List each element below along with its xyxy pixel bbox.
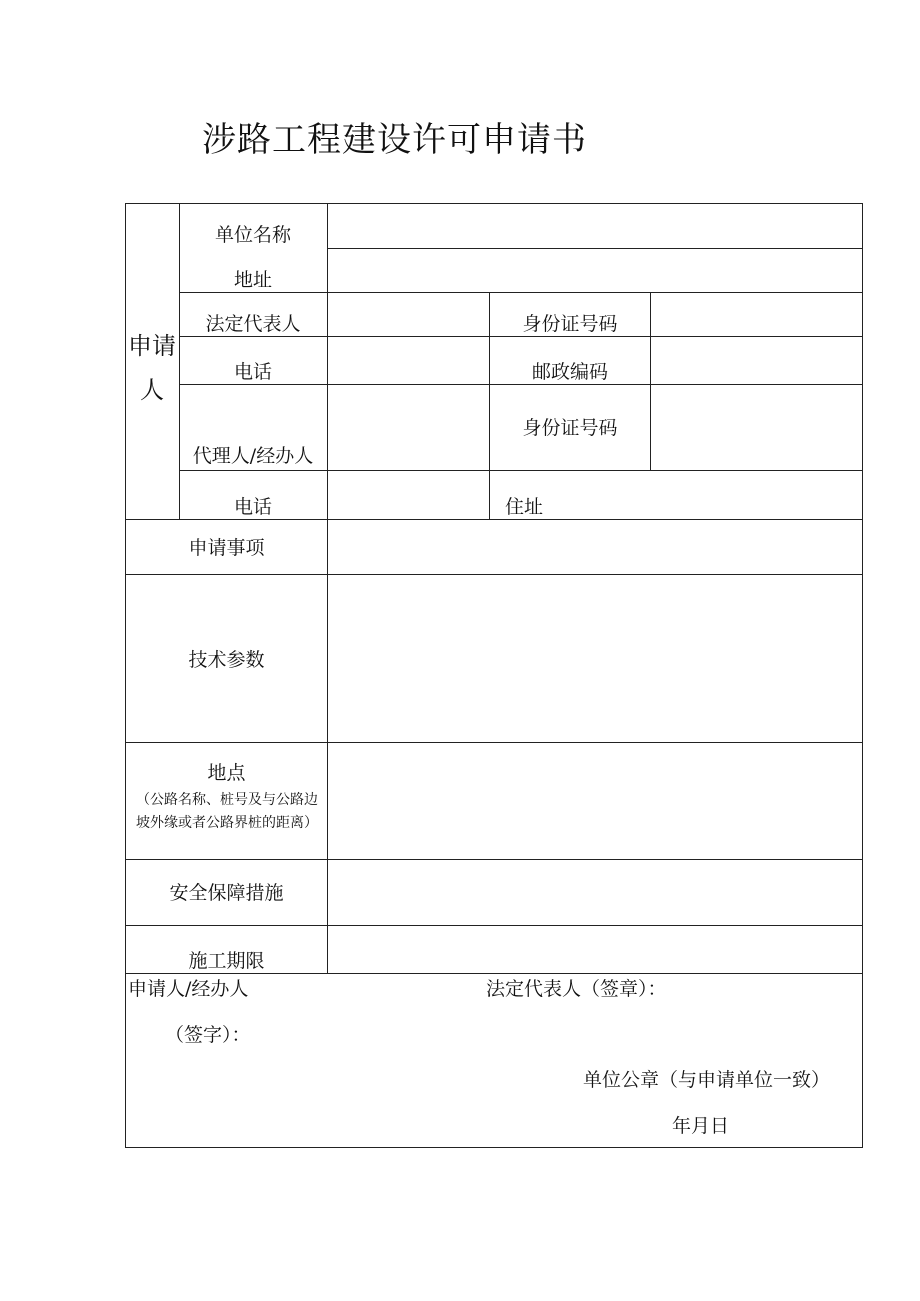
agent-field[interactable] (328, 385, 489, 470)
location-note: （公路名称、桩号及与公路边坡外缘或者公路界桩的距离） (136, 792, 318, 831)
agent-phone-field[interactable] (328, 471, 489, 519)
signature-applicant-agent: 申请人/经办人 (128, 978, 249, 1000)
row-divider (125, 973, 863, 974)
matter-label: 申请事项 (188, 537, 265, 559)
address-field[interactable] (328, 249, 862, 292)
location-field[interactable] (328, 743, 862, 859)
agent-id-number-field[interactable] (651, 385, 862, 470)
agent-residence-field[interactable] (550, 471, 862, 519)
postcode-label: 邮政编码 (531, 361, 608, 383)
agent-residence-label: 住址 (505, 496, 544, 518)
legal-rep-field[interactable] (328, 293, 489, 336)
agent-label: 代理人/经办人 (192, 445, 314, 467)
signature-date: 年月日 (672, 1115, 730, 1137)
matter-field[interactable] (328, 520, 862, 574)
address-label: 地址 (233, 269, 272, 291)
period-field[interactable] (328, 926, 862, 973)
signature-legal-rep-seal: 法定代表人（签章）： (486, 978, 667, 1000)
id-number-label: 身份证号码 (522, 313, 618, 335)
page-title: 涉路工程建设许可申请书 (202, 120, 587, 160)
safety-field[interactable] (328, 860, 862, 925)
applicant-section-label: 申请人 (128, 332, 176, 404)
id-number-field[interactable] (651, 293, 862, 336)
period-label: 施工期限 (188, 950, 265, 972)
unit-name-field[interactable] (328, 204, 862, 248)
legal-rep-label: 法定代表人 (205, 313, 301, 335)
agent-phone-label: 电话 (233, 496, 272, 518)
table-border-right (862, 203, 863, 1148)
phone-field[interactable] (328, 337, 489, 384)
location-label: 地点 (207, 762, 246, 784)
tech-params-label: 技术参数 (188, 649, 265, 671)
phone-label: 电话 (233, 361, 272, 383)
signature-unit-seal: 单位公章（与申请单位一致） (583, 1069, 831, 1091)
unit-name-label: 单位名称 (214, 224, 291, 246)
agent-id-number-label: 身份证号码 (522, 417, 618, 439)
postcode-field[interactable] (651, 337, 862, 384)
safety-label: 安全保障措施 (169, 882, 284, 904)
tech-params-field[interactable] (328, 575, 862, 742)
signature-sign: （签字）： (165, 1024, 251, 1046)
table-border-bottom (125, 1147, 863, 1148)
